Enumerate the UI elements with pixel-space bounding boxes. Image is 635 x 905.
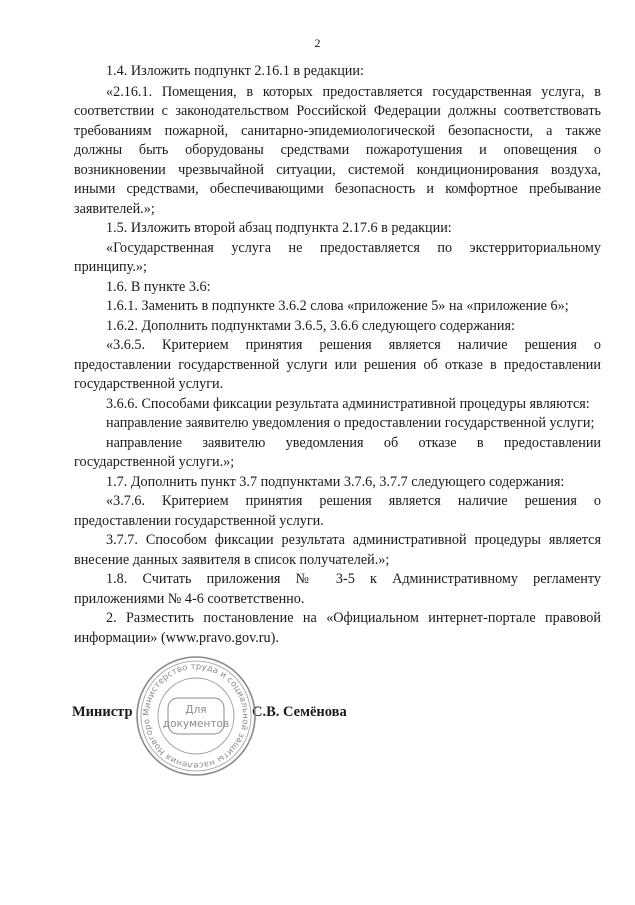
paragraph: 1.7. Дополнить пункт 3.7 подпунктами 3.7.6, 3.7.7 следующего содержания: [106,473,565,490]
seal-center-line-2: документов [162,718,230,730]
paragraph: направление заявителю уведомления о предоставлении государственной услуги; [106,415,595,431]
paragraph: «3.6.5. Критерием принятия решения является наличие решения о предоставлении государственной услуги или решения об отказе в предоставлении государственной услуги. [74,337,601,392]
seal-center-line-1: Для [185,704,207,716]
paragraph: 1.6.2. Дополнить подпунктами 3.6.5, 3.6.6 следующего содержания: [106,317,515,334]
document-body [74,62,601,648]
paragraph: «Государственная услуга не предоставляется по экстерриториальному принципу.»; [74,239,601,275]
paragraph: «3.7.6. Критерием принятия решения является наличие решения о предоставлении государственной услуги. [74,493,601,529]
paragraph: направление заявителю уведомления об отказе в предоставлении государственной услуги.»; [74,434,601,470]
seal-ring-text: Министерство труда и социальной защиты населения Новгоро [140,660,252,772]
paragraph: 3.6.6. Способами фиксации результата административной процедуры являются: [106,395,590,412]
paragraph: «2.16.1. Помещения, в которых предоставляется государственная услуга, в соответствии с законодательством Российской Федерации должны соответствовать требованиям пожарной, санитарно-эпидемиологической безопасности, а также должны быть оборудованы средствами пожаротушения и оповещения о возникновении чрезвычайной ситуации, системой кондиционирования воздуха, иными средствами, обеспечивающими безопасность и комфортное пребывание заявителей.»; [74,83,601,217]
paragraph: 3.7.7. Способом фиксации результата административной процедуры является внесение данных заявителя в список получателей.»; [74,532,601,568]
paragraph: 1.6.1. Заменить в подпункте 3.6.2 слова «приложение 5» на «приложение 6»; [106,298,569,314]
page-number: 2 [314,36,321,50]
paragraph: 1.5. Изложить второй абзац подпункта 2.17.6 в редакции: [106,220,452,236]
official-seal-stamp [134,654,258,778]
signatory-name: С.В. Семёнова [252,704,347,720]
paragraph: 1.6. В пункте 3.6: [106,278,211,295]
paragraph: 1.8. Считать приложения № 3-5 к Административному регламенту приложениями № 4-6 соответственно. [74,571,601,607]
paragraph: 2. Разместить постановление на «Официальном интернет-портале правовой информации» (www.pravo.gov.ru). [74,610,601,646]
seal-graphic [134,654,258,778]
signatory-position: Министр [72,704,133,720]
paragraph: 1.4. Изложить подпункт 2.16.1 в редакции: [106,63,364,79]
